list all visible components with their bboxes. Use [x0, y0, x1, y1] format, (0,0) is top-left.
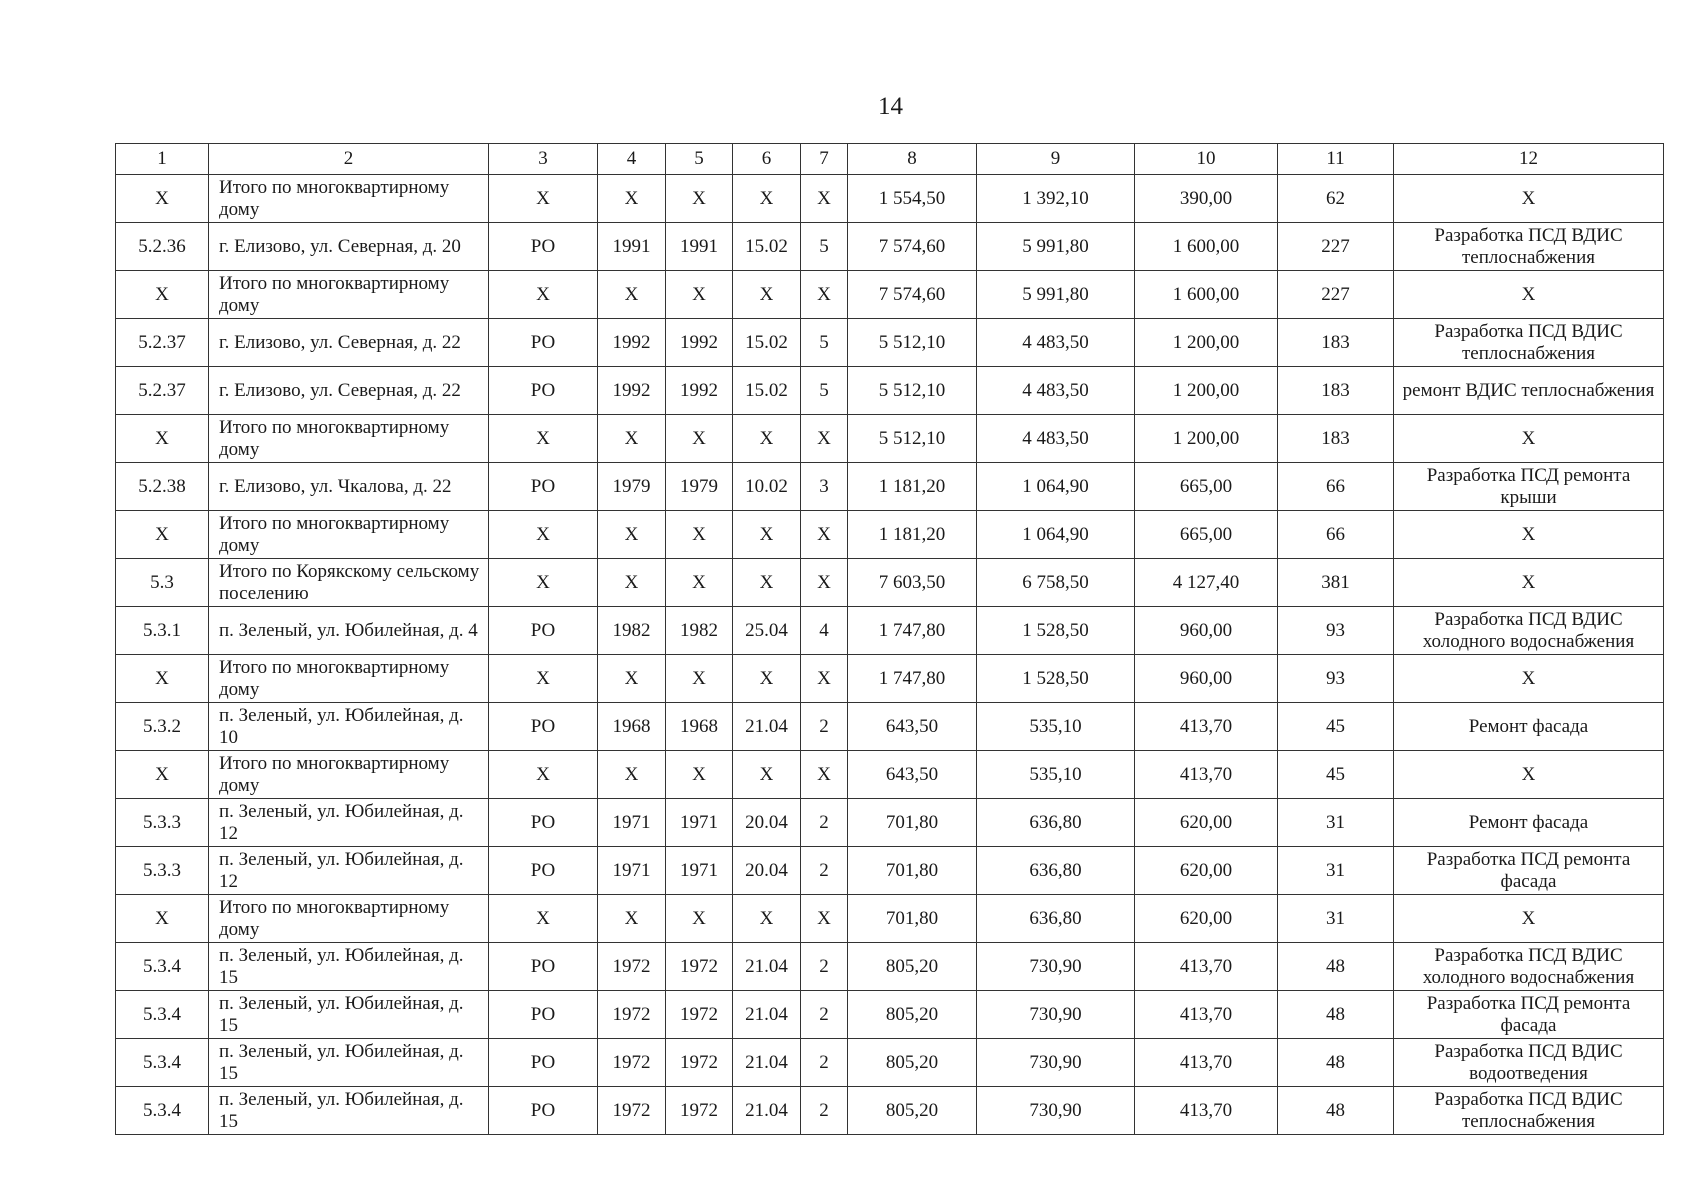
total-area-cell: 1 181,20 [848, 511, 977, 559]
item-number-cell: 5.2.36 [116, 223, 209, 271]
table-row [116, 175, 1664, 223]
living-area-cell: 6 758,50 [977, 559, 1135, 607]
wall-material-code-cell: Х [733, 511, 801, 559]
total-area-cell: 701,80 [848, 847, 977, 895]
total-area-cell: 805,20 [848, 943, 977, 991]
wall-material-code-cell: 10.02 [733, 463, 801, 511]
year-commissioned-cell: 1992 [666, 367, 733, 415]
year-built-cell: 1972 [598, 991, 666, 1039]
cost-cell: 1 200,00 [1135, 415, 1278, 463]
total-area-cell: 1 747,80 [848, 607, 977, 655]
work-type-cell: Х [1394, 415, 1664, 463]
residents-cell: 45 [1278, 751, 1394, 799]
column-number: 12 [1394, 144, 1664, 175]
living-area-cell: 4 483,50 [977, 319, 1135, 367]
floors-cell: Х [801, 559, 848, 607]
owner-type-cell: РО [489, 1087, 598, 1135]
item-number-cell: Х [116, 655, 209, 703]
total-area-cell: 701,80 [848, 895, 977, 943]
total-area-cell: 805,20 [848, 991, 977, 1039]
living-area-cell: 535,10 [977, 751, 1135, 799]
year-built-cell: Х [598, 175, 666, 223]
total-area-cell: 1 554,50 [848, 175, 977, 223]
year-commissioned-cell: 1971 [666, 799, 733, 847]
residents-cell: 381 [1278, 559, 1394, 607]
residents-cell: 183 [1278, 319, 1394, 367]
year-built-cell: 1992 [598, 367, 666, 415]
living-area-cell: 1 392,10 [977, 175, 1135, 223]
owner-type-cell: РО [489, 991, 598, 1039]
total-area-cell: 1 747,80 [848, 655, 977, 703]
living-area-cell: 730,90 [977, 1039, 1135, 1087]
year-built-cell: Х [598, 511, 666, 559]
work-type-cell: Разработка ПСД ремонта крыши [1394, 463, 1664, 511]
wall-material-code-cell: Х [733, 751, 801, 799]
year-built-cell: 1982 [598, 607, 666, 655]
owner-type-cell: Х [489, 175, 598, 223]
residents-cell: 31 [1278, 847, 1394, 895]
year-commissioned-cell: 1968 [666, 703, 733, 751]
cost-cell: 413,70 [1135, 1039, 1278, 1087]
year-commissioned-cell: Х [666, 511, 733, 559]
address-cell: г. Елизово, ул. Северная, д. 22 [209, 367, 489, 415]
total-area-cell: 643,50 [848, 751, 977, 799]
item-number-cell: 5.3.3 [116, 799, 209, 847]
address-cell: п. Зеленый, ул. Юбилейная, д. 12 [209, 799, 489, 847]
living-area-cell: 1 064,90 [977, 463, 1135, 511]
cost-cell: 1 200,00 [1135, 319, 1278, 367]
cost-cell: 413,70 [1135, 991, 1278, 1039]
column-number: 5 [666, 144, 733, 175]
cost-cell: 1 600,00 [1135, 271, 1278, 319]
residents-cell: 48 [1278, 1087, 1394, 1135]
floors-cell: Х [801, 655, 848, 703]
floors-cell: Х [801, 511, 848, 559]
table-body [116, 175, 1664, 1135]
living-area-cell: 730,90 [977, 1087, 1135, 1135]
year-commissioned-cell: 1972 [666, 1087, 733, 1135]
residents-cell: 66 [1278, 463, 1394, 511]
floors-cell: 3 [801, 463, 848, 511]
year-built-cell: 1979 [598, 463, 666, 511]
cost-cell: 620,00 [1135, 895, 1278, 943]
total-area-cell: 5 512,10 [848, 367, 977, 415]
cost-cell: 413,70 [1135, 703, 1278, 751]
living-area-cell: 636,80 [977, 799, 1135, 847]
cost-cell: 665,00 [1135, 463, 1278, 511]
residents-cell: 93 [1278, 607, 1394, 655]
residents-cell: 183 [1278, 367, 1394, 415]
total-area-cell: 7 574,60 [848, 223, 977, 271]
item-number-cell: 5.3 [116, 559, 209, 607]
owner-type-cell: РО [489, 463, 598, 511]
work-type-cell: Разработка ПСД ремонта фасада [1394, 847, 1664, 895]
column-number: 4 [598, 144, 666, 175]
cost-cell: 413,70 [1135, 751, 1278, 799]
residents-cell: 31 [1278, 799, 1394, 847]
table-row [116, 847, 1664, 895]
table-row [116, 319, 1664, 367]
residents-cell: 48 [1278, 1039, 1394, 1087]
work-type-cell: Разработка ПСД ВДИС теплоснабжения [1394, 223, 1664, 271]
residents-cell: 66 [1278, 511, 1394, 559]
work-type-cell: Х [1394, 655, 1664, 703]
address-cell: Итого по многоквартирному дому [209, 751, 489, 799]
floors-cell: 2 [801, 703, 848, 751]
item-number-cell: 5.3.3 [116, 847, 209, 895]
year-commissioned-cell: 1979 [666, 463, 733, 511]
owner-type-cell: Х [489, 415, 598, 463]
cost-cell: 1 200,00 [1135, 367, 1278, 415]
year-commissioned-cell: Х [666, 415, 733, 463]
table-row [116, 1087, 1664, 1135]
item-number-cell: 5.3.4 [116, 1039, 209, 1087]
owner-type-cell: Х [489, 751, 598, 799]
address-cell: Итого по многоквартирному дому [209, 415, 489, 463]
table-row [116, 511, 1664, 559]
floors-cell: 5 [801, 367, 848, 415]
table-row [116, 991, 1664, 1039]
column-number: 2 [209, 144, 489, 175]
item-number-cell: Х [116, 751, 209, 799]
address-cell: Итого по многоквартирному дому [209, 175, 489, 223]
wall-material-code-cell: 20.04 [733, 799, 801, 847]
cost-cell: 665,00 [1135, 511, 1278, 559]
living-area-cell: 4 483,50 [977, 367, 1135, 415]
item-number-cell: 5.3.2 [116, 703, 209, 751]
wall-material-code-cell: Х [733, 655, 801, 703]
wall-material-code-cell: Х [733, 559, 801, 607]
address-cell: Итого по Корякскому сельскому поселению [209, 559, 489, 607]
wall-material-code-cell: 25.04 [733, 607, 801, 655]
item-number-cell: 5.3.4 [116, 943, 209, 991]
owner-type-cell: РО [489, 847, 598, 895]
column-number: 1 [116, 144, 209, 175]
column-number: 6 [733, 144, 801, 175]
owner-type-cell: Х [489, 895, 598, 943]
living-area-cell: 636,80 [977, 847, 1135, 895]
living-area-cell: 1 528,50 [977, 607, 1135, 655]
living-area-cell: 730,90 [977, 943, 1135, 991]
item-number-cell: Х [116, 415, 209, 463]
year-commissioned-cell: Х [666, 175, 733, 223]
year-commissioned-cell: Х [666, 559, 733, 607]
total-area-cell: 7 603,50 [848, 559, 977, 607]
floors-cell: 2 [801, 991, 848, 1039]
cost-cell: 413,70 [1135, 943, 1278, 991]
cost-cell: 4 127,40 [1135, 559, 1278, 607]
address-cell: п. Зеленый, ул. Юбилейная, д. 15 [209, 1039, 489, 1087]
address-cell: п. Зеленый, ул. Юбилейная, д. 15 [209, 991, 489, 1039]
floors-cell: Х [801, 271, 848, 319]
work-type-cell: Разработка ПСД ВДИС теплоснабжения [1394, 1087, 1664, 1135]
floors-cell: 5 [801, 319, 848, 367]
header-row [116, 144, 1664, 175]
year-commissioned-cell: Х [666, 655, 733, 703]
table-row [116, 463, 1664, 511]
work-type-cell: Х [1394, 271, 1664, 319]
floors-cell: 2 [801, 943, 848, 991]
total-area-cell: 5 512,10 [848, 415, 977, 463]
work-type-cell: Разработка ПСД ВДИС холодного водоснабжения [1394, 607, 1664, 655]
owner-type-cell: Х [489, 559, 598, 607]
page-number: 14 [878, 93, 903, 120]
total-area-cell: 5 512,10 [848, 319, 977, 367]
floors-cell: 2 [801, 1039, 848, 1087]
column-number: 11 [1278, 144, 1394, 175]
living-area-cell: 5 991,80 [977, 223, 1135, 271]
work-type-cell: Х [1394, 559, 1664, 607]
owner-type-cell: РО [489, 943, 598, 991]
address-cell: п. Зеленый, ул. Юбилейная, д. 15 [209, 943, 489, 991]
owner-type-cell: Х [489, 655, 598, 703]
residents-cell: 45 [1278, 703, 1394, 751]
total-area-cell: 701,80 [848, 799, 977, 847]
wall-material-code-cell: Х [733, 895, 801, 943]
work-type-cell: Х [1394, 511, 1664, 559]
year-commissioned-cell: 1971 [666, 847, 733, 895]
year-built-cell: Х [598, 559, 666, 607]
wall-material-code-cell: Х [733, 271, 801, 319]
wall-material-code-cell: 21.04 [733, 943, 801, 991]
year-built-cell: Х [598, 655, 666, 703]
item-number-cell: Х [116, 175, 209, 223]
floors-cell: Х [801, 751, 848, 799]
item-number-cell: 5.2.37 [116, 367, 209, 415]
address-cell: Итого по многоквартирному дому [209, 895, 489, 943]
wall-material-code-cell: 15.02 [733, 367, 801, 415]
floors-cell: 2 [801, 847, 848, 895]
residents-cell: 93 [1278, 655, 1394, 703]
column-number: 3 [489, 144, 598, 175]
year-commissioned-cell: Х [666, 271, 733, 319]
wall-material-code-cell: 21.04 [733, 1039, 801, 1087]
item-number-cell: Х [116, 271, 209, 319]
cost-cell: 1 600,00 [1135, 223, 1278, 271]
table-row [116, 799, 1664, 847]
table-row [116, 703, 1664, 751]
year-commissioned-cell: 1982 [666, 607, 733, 655]
item-number-cell: 5.3.1 [116, 607, 209, 655]
year-built-cell: 1971 [598, 799, 666, 847]
owner-type-cell: Х [489, 511, 598, 559]
year-built-cell: Х [598, 751, 666, 799]
living-area-cell: 5 991,80 [977, 271, 1135, 319]
total-area-cell: 805,20 [848, 1039, 977, 1087]
wall-material-code-cell: 20.04 [733, 847, 801, 895]
living-area-cell: 636,80 [977, 895, 1135, 943]
work-type-cell: Разработка ПСД ремонта фасада [1394, 991, 1664, 1039]
year-built-cell: Х [598, 271, 666, 319]
residents-cell: 183 [1278, 415, 1394, 463]
wall-material-code-cell: 15.02 [733, 319, 801, 367]
table-row [116, 223, 1664, 271]
address-cell: п. Зеленый, ул. Юбилейная, д. 10 [209, 703, 489, 751]
column-number: 7 [801, 144, 848, 175]
year-commissioned-cell: 1991 [666, 223, 733, 271]
owner-type-cell: Х [489, 271, 598, 319]
wall-material-code-cell: 15.02 [733, 223, 801, 271]
year-built-cell: 1992 [598, 319, 666, 367]
table-row [116, 1039, 1664, 1087]
table-row [116, 367, 1664, 415]
work-type-cell: Х [1394, 751, 1664, 799]
wall-material-code-cell: 21.04 [733, 703, 801, 751]
cost-cell: 620,00 [1135, 799, 1278, 847]
wall-material-code-cell: 21.04 [733, 1087, 801, 1135]
wall-material-code-cell: Х [733, 175, 801, 223]
floors-cell: 5 [801, 223, 848, 271]
living-area-cell: 535,10 [977, 703, 1135, 751]
address-cell: Итого по многоквартирному дому [209, 271, 489, 319]
owner-type-cell: РО [489, 703, 598, 751]
living-area-cell: 4 483,50 [977, 415, 1135, 463]
cost-cell: 413,70 [1135, 1087, 1278, 1135]
total-area-cell: 643,50 [848, 703, 977, 751]
year-built-cell: 1968 [598, 703, 666, 751]
work-type-cell: Х [1394, 175, 1664, 223]
address-cell: Итого по многоквартирному дому [209, 655, 489, 703]
address-cell: г. Елизово, ул. Северная, д. 22 [209, 319, 489, 367]
year-built-cell: 1991 [598, 223, 666, 271]
cost-cell: 960,00 [1135, 655, 1278, 703]
residents-cell: 227 [1278, 223, 1394, 271]
floors-cell: 2 [801, 799, 848, 847]
cost-cell: 960,00 [1135, 607, 1278, 655]
address-cell: п. Зеленый, ул. Юбилейная, д. 4 [209, 607, 489, 655]
year-commissioned-cell: Х [666, 751, 733, 799]
residents-cell: 48 [1278, 943, 1394, 991]
owner-type-cell: РО [489, 1039, 598, 1087]
table-row [116, 895, 1664, 943]
year-commissioned-cell: 1992 [666, 319, 733, 367]
item-number-cell: Х [116, 511, 209, 559]
living-area-cell: 730,90 [977, 991, 1135, 1039]
year-commissioned-cell: 1972 [666, 1039, 733, 1087]
floors-cell: Х [801, 175, 848, 223]
table-row [116, 943, 1664, 991]
work-type-cell: Разработка ПСД ВДИС водоотведения [1394, 1039, 1664, 1087]
item-number-cell: Х [116, 895, 209, 943]
owner-type-cell: РО [489, 367, 598, 415]
owner-type-cell: РО [489, 223, 598, 271]
year-built-cell: 1972 [598, 1039, 666, 1087]
item-number-cell: 5.2.38 [116, 463, 209, 511]
cost-cell: 390,00 [1135, 175, 1278, 223]
wall-material-code-cell: 21.04 [733, 991, 801, 1039]
total-area-cell: 1 181,20 [848, 463, 977, 511]
year-built-cell: Х [598, 895, 666, 943]
work-type-cell: ремонт ВДИС теплоснабжения [1394, 367, 1664, 415]
table-row [116, 415, 1664, 463]
floors-cell: 2 [801, 1087, 848, 1135]
residents-cell: 62 [1278, 175, 1394, 223]
living-area-cell: 1 528,50 [977, 655, 1135, 703]
wall-material-code-cell: Х [733, 415, 801, 463]
column-number: 9 [977, 144, 1135, 175]
floors-cell: Х [801, 415, 848, 463]
year-built-cell: 1972 [598, 1087, 666, 1135]
residents-cell: 31 [1278, 895, 1394, 943]
column-number: 8 [848, 144, 977, 175]
year-built-cell: Х [598, 415, 666, 463]
table-row [116, 751, 1664, 799]
owner-type-cell: РО [489, 607, 598, 655]
item-number-cell: 5.3.4 [116, 1087, 209, 1135]
table-row [116, 559, 1664, 607]
work-type-cell: Ремонт фасада [1394, 799, 1664, 847]
item-number-cell: 5.2.37 [116, 319, 209, 367]
table-row [116, 607, 1664, 655]
year-built-cell: 1971 [598, 847, 666, 895]
year-commissioned-cell: 1972 [666, 943, 733, 991]
year-commissioned-cell: Х [666, 895, 733, 943]
year-built-cell: 1972 [598, 943, 666, 991]
column-number: 10 [1135, 144, 1278, 175]
address-cell: г. Елизово, ул. Северная, д. 20 [209, 223, 489, 271]
work-type-cell: Х [1394, 895, 1664, 943]
owner-type-cell: РО [489, 319, 598, 367]
owner-type-cell: РО [489, 799, 598, 847]
address-cell: п. Зеленый, ул. Юбилейная, д. 12 [209, 847, 489, 895]
total-area-cell: 805,20 [848, 1087, 977, 1135]
floors-cell: 4 [801, 607, 848, 655]
address-cell: Итого по многоквартирному дому [209, 511, 489, 559]
item-number-cell: 5.3.4 [116, 991, 209, 1039]
table-row [116, 655, 1664, 703]
work-type-cell: Ремонт фасада [1394, 703, 1664, 751]
address-cell: г. Елизово, ул. Чкалова, д. 22 [209, 463, 489, 511]
floors-cell: Х [801, 895, 848, 943]
cost-cell: 620,00 [1135, 847, 1278, 895]
living-area-cell: 1 064,90 [977, 511, 1135, 559]
work-type-cell: Разработка ПСД ВДИС теплоснабжения [1394, 319, 1664, 367]
residents-cell: 227 [1278, 271, 1394, 319]
residents-cell: 48 [1278, 991, 1394, 1039]
work-type-cell: Разработка ПСД ВДИС холодного водоснабжения [1394, 943, 1664, 991]
total-area-cell: 7 574,60 [848, 271, 977, 319]
table-row [116, 271, 1664, 319]
address-cell: п. Зеленый, ул. Юбилейная, д. 15 [209, 1087, 489, 1135]
register-table [115, 143, 1664, 1135]
year-commissioned-cell: 1972 [666, 991, 733, 1039]
